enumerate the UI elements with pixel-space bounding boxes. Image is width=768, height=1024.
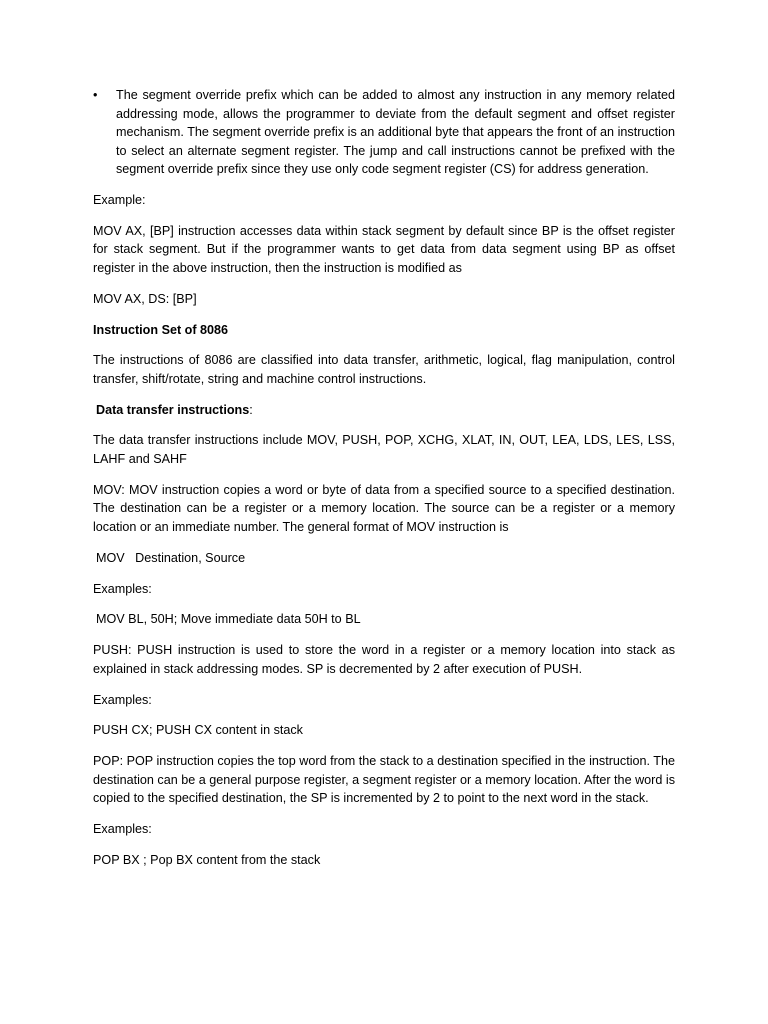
examples-label: Examples:: [93, 692, 152, 707]
mov-ds-line: MOV AX, DS: [BP]: [93, 291, 197, 306]
data-transfer-heading-text: Data transfer instructions: [96, 402, 250, 417]
mov-format-line: MOV Destination, Source: [96, 550, 246, 565]
examples-label: Examples:: [93, 581, 152, 596]
bullet-icon: •: [93, 88, 98, 102]
document-body: [93, 86, 675, 882]
data-transfer-heading: [93, 401, 675, 420]
pop-example-line: POP BX ; Pop BX content from the stack: [93, 852, 321, 867]
data-transfer-paragraph: The data transfer instructions include MOV, PUSH, POP, XCHG, XLAT, IN, OUT, LEA, LDS, LES, LSS, LAHF and SAHF: [93, 433, 675, 467]
data-transfer-heading-colon: :: [249, 402, 253, 417]
mov-paragraph: MOV: MOV instruction copies a word or byte of data from a specified source to a specified destination. The destination can be a register or a memory location. The source can be a register or a memory location or an immediate number. The general format of MOV instruction is: [93, 482, 675, 534]
instruction-set-paragraph: The instructions of 8086 are classified into data transfer, arithmetic, logical, flag manipulation, control transfer, shift/rotate, string and machine control instructions.: [93, 353, 675, 386]
examples-label: Examples:: [93, 822, 152, 837]
bullet-item-segment-override: [93, 86, 675, 179]
example-label: Example:: [93, 192, 146, 207]
instruction-set-heading: Instruction Set of 8086: [93, 322, 229, 337]
push-paragraph: PUSH: PUSH instruction is used to store the word in a register or a memory location into stack as explained in stack addressing modes. SP is decremented by 2 after execution of PUSH.: [93, 643, 675, 676]
mov-example-line: MOV BL, 50H; Move immediate data 50H to BL: [96, 612, 361, 627]
bullet-text: The segment override prefix which can be added to almost any instruction in any memory related addressing mode, allows the programmer to deviate from the default segment and offset register mechanism. The segment override prefix is an additional byte that appears the front of an instruction to select an alternate segment register. The jump and call instructions cannot be prefixed with the segment override prefix since they use only code segment register (CS) for address generation.: [116, 88, 675, 177]
mov-bp-paragraph: MOV AX, [BP] instruction accesses data within stack segment by default since BP is the offset register for stack segment. But if the programmer wants to get data from data segment using BP as offset register in the above instruction, then the instruction is modified as: [93, 223, 675, 275]
push-example-line: PUSH CX; PUSH CX content in stack: [93, 723, 303, 738]
pop-paragraph: POP: POP instruction copies the top word from the stack to a destination specified in the instruction. The destination can be a general purpose register, a segment register or a memory location. After the word is copied to the specified destination, the SP is incremented by 2 to point to the next word in the stack.: [93, 754, 675, 806]
